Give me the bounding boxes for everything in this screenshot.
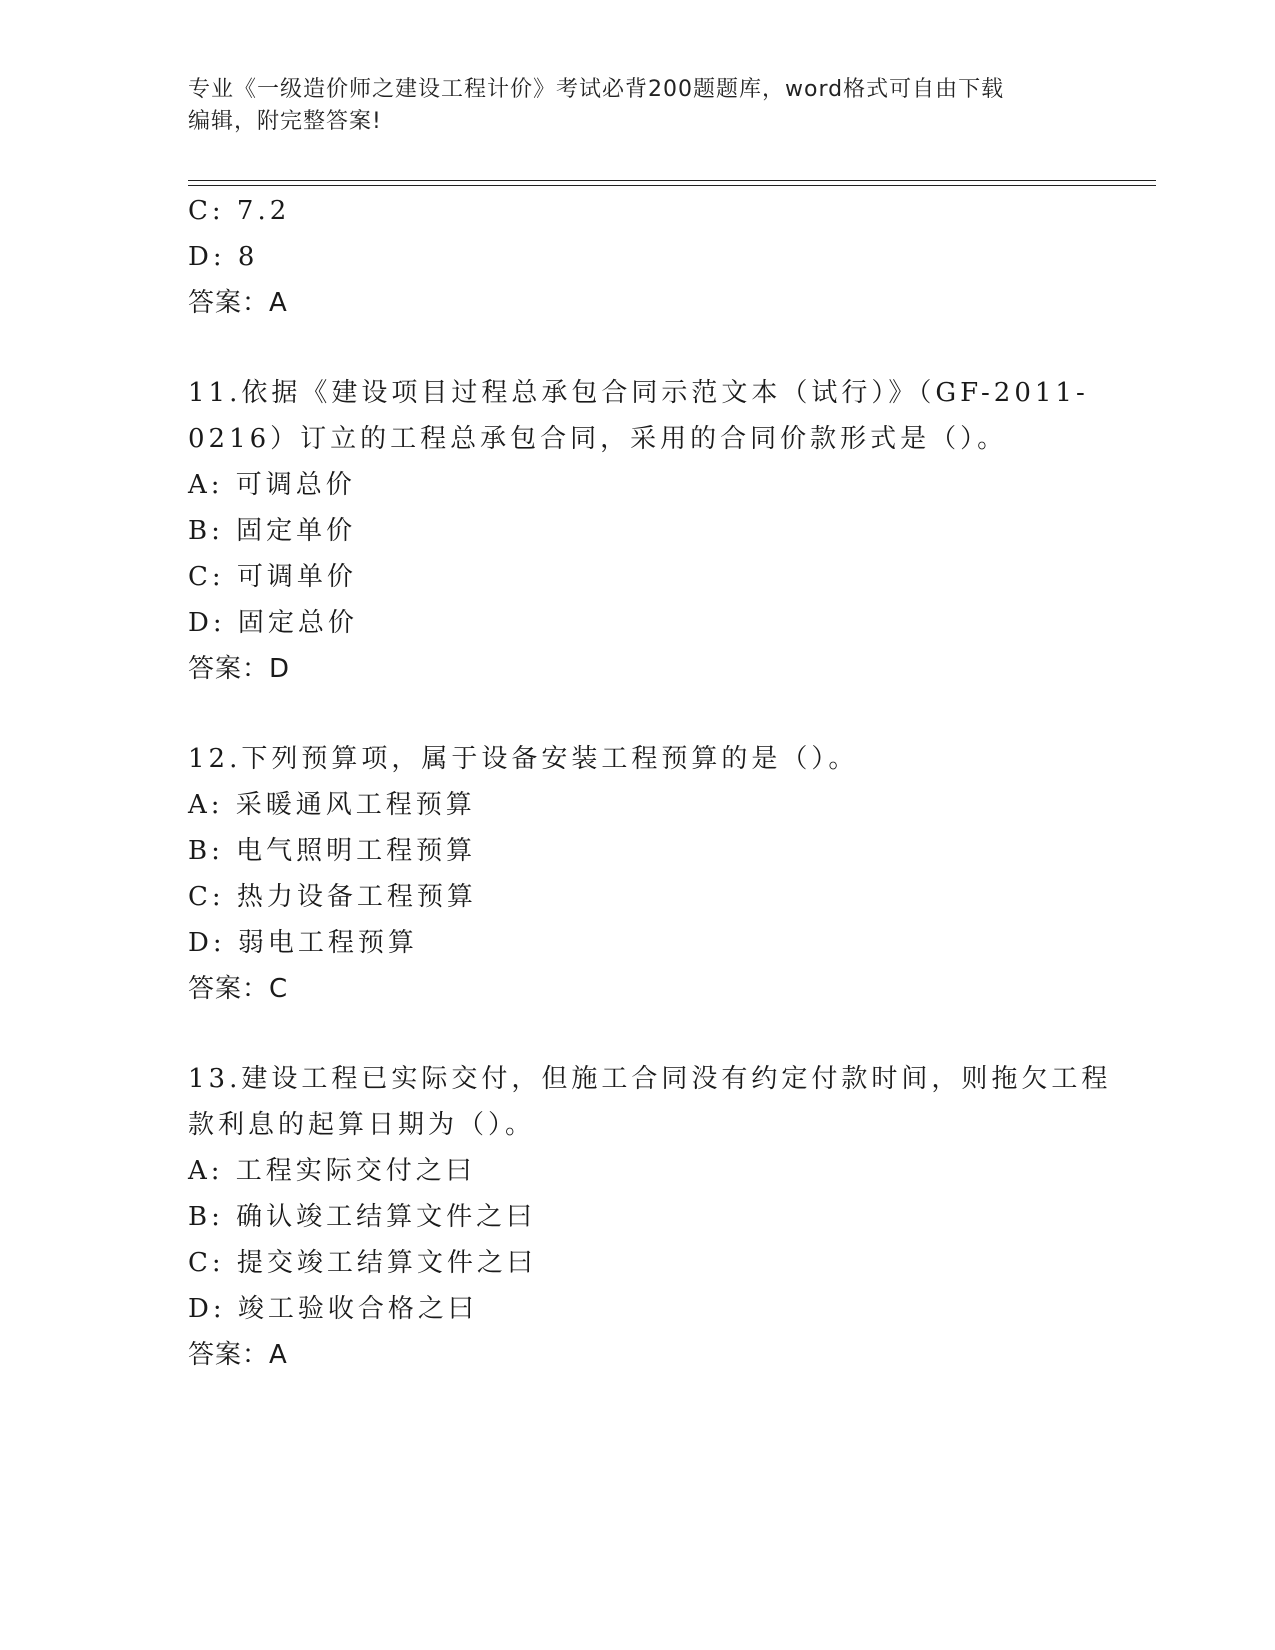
answer-line: 答案：A xyxy=(188,288,288,318)
question-title: 13.建设工程已实际交付，但施工合同没有约定付款时间，则拖欠工程 xyxy=(188,1064,1112,1094)
option-d: D: 弱电工程预算 xyxy=(188,928,418,958)
option-d: D: 竣工验收合格之曰 xyxy=(188,1294,478,1324)
document-body xyxy=(188,188,1112,1378)
header-rule-bottom xyxy=(188,185,1156,186)
question-title: 11.依据《建设项目过程总承包合同示范文本（试行）》（GF-2011- xyxy=(188,378,1089,408)
document-header xyxy=(188,74,1068,138)
answer-line: 答案：A xyxy=(188,1340,288,1370)
spacer xyxy=(188,1012,1088,1056)
option-b: B: 电气照明工程预算 xyxy=(188,836,477,866)
question-title-cont: 款利息的起算日期为（）。 xyxy=(188,1110,536,1140)
question-11 xyxy=(188,370,1088,692)
spacer xyxy=(188,692,1088,736)
answer-line: 答案：D xyxy=(188,654,291,684)
answer-line: 答案：C xyxy=(188,974,289,1004)
question-title-cont: 0216）订立的工程总承包合同，采用的合同价款形式是（）。 xyxy=(188,424,1008,454)
option-b: B: 固定单价 xyxy=(188,516,357,546)
question-title: 12.下列预算项，属于设备安装工程预算的是（）。 xyxy=(188,744,859,774)
option-c: C: 提交竣工结算文件之曰 xyxy=(188,1248,537,1278)
option-a: A: 工程实际交付之曰 xyxy=(188,1156,476,1186)
option-a: A: 可调总价 xyxy=(188,470,356,500)
prev-question-block xyxy=(188,188,1088,326)
option-c: C: 7.2 xyxy=(188,196,291,226)
question-12 xyxy=(188,736,1088,1012)
spacer xyxy=(188,326,1088,370)
option-b: B: 确认竣工结算文件之曰 xyxy=(188,1202,537,1232)
option-c: C: 可调单价 xyxy=(188,562,357,592)
header-line-2: 编辑，附完整答案! xyxy=(188,109,382,134)
header-line-1: 专业《一级造价师之建设工程计价》考试必背200题题库，word格式可自由下载 xyxy=(188,77,1005,102)
option-a: A: 采暖通风工程预算 xyxy=(188,790,476,820)
option-d: D: 固定总价 xyxy=(188,608,358,638)
header-rule-top xyxy=(188,180,1156,181)
question-13 xyxy=(188,1056,1112,1378)
option-c: C: 热力设备工程预算 xyxy=(188,882,477,912)
option-d: D: 8 xyxy=(188,242,259,272)
